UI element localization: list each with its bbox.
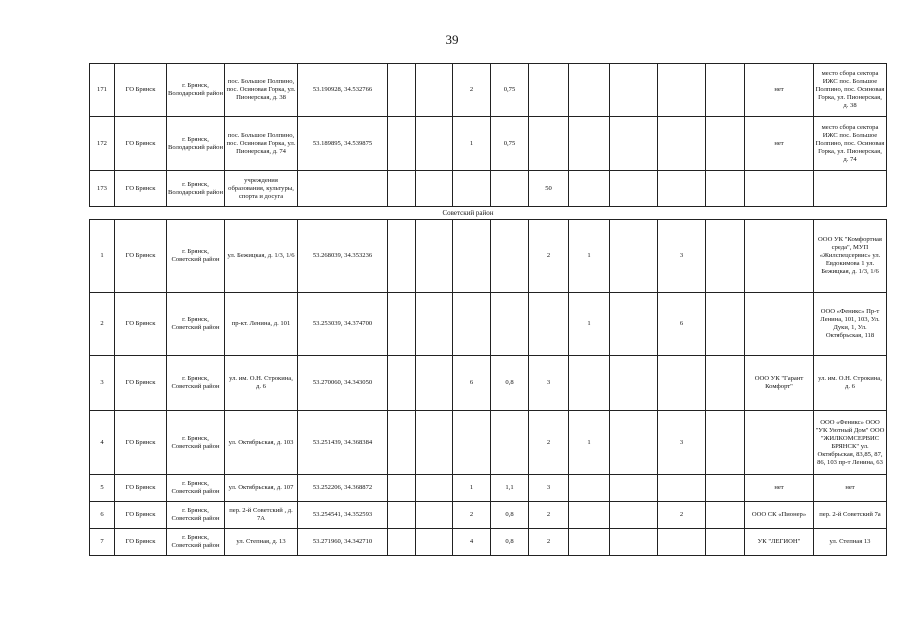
cell-container-volume: 0,8: [491, 356, 529, 411]
cell-col-f: [569, 356, 610, 411]
cell-organization: ГО Брянск: [115, 529, 167, 556]
cell-col-b: [416, 529, 453, 556]
cell-col-f: [569, 64, 610, 117]
cell-address: ул. им. О.Н. Строкина, д. 6: [225, 356, 298, 411]
cell-col-g: [610, 293, 658, 356]
cell-coordinates: 53.271960, 34.342710: [298, 529, 388, 556]
cell-col-f: [569, 529, 610, 556]
cell-col-b: [416, 356, 453, 411]
cell-col-a: [388, 411, 416, 475]
cell-col-g: [610, 356, 658, 411]
cell-row-number: 3: [90, 356, 115, 411]
cell-col-b: [416, 171, 453, 207]
cell-col-i: [706, 64, 745, 117]
cell-col-h: 2: [658, 502, 706, 529]
section-title: Советский район: [442, 209, 494, 217]
cell-col-b: [416, 64, 453, 117]
cell-note: ООО УК "Комфортная среда", МУП «Жилспецсервис» ул. Евдокимова 1 ул. Бежицкая, д. 1/3, 1/6: [814, 220, 887, 293]
cell-col-b: [416, 502, 453, 529]
cell-row-number: 7: [90, 529, 115, 556]
cell-operator: УК "ЛЕГИОН": [745, 529, 814, 556]
registry-table-sovetsky: [89, 219, 887, 556]
cell-col-h: [658, 475, 706, 502]
cell-district: г. Брянск, Советский район: [167, 411, 225, 475]
cell-col-f: 1: [569, 411, 610, 475]
cell-container-volume: 0,8: [491, 529, 529, 556]
cell-container-volume: 1,1: [491, 475, 529, 502]
table-row: [90, 475, 887, 502]
cell-col-g: [610, 220, 658, 293]
cell-address: пос. Большое Полпино, пос. Осиновая Горка, ул. Пионерская, д. 74: [225, 117, 298, 171]
cell-note: ул. Степная 13: [814, 529, 887, 556]
cell-organization: ГО Брянск: [115, 220, 167, 293]
cell-operator: [745, 411, 814, 475]
cell-operator: нет: [745, 117, 814, 171]
cell-row-number: 2: [90, 293, 115, 356]
cell-coordinates: 53.253039, 34.374700: [298, 293, 388, 356]
cell-coordinates: [298, 171, 388, 207]
cell-col-a: [388, 475, 416, 502]
cell-col-e: 2: [529, 502, 569, 529]
cell-note: [814, 171, 887, 207]
table-row: [90, 411, 887, 475]
table-row: [90, 171, 887, 207]
cell-organization: ГО Брянск: [115, 64, 167, 117]
cell-col-a: [388, 502, 416, 529]
cell-col-i: [706, 475, 745, 502]
cell-col-a: [388, 293, 416, 356]
cell-col-g: [610, 171, 658, 207]
cell-container-count: 1: [453, 475, 491, 502]
cell-address: пер. 2-й Советский , д. 7А: [225, 502, 298, 529]
cell-operator: нет: [745, 475, 814, 502]
cell-container-count: 1: [453, 117, 491, 171]
cell-district: г. Брянск, Володарский район: [167, 64, 225, 117]
cell-col-h: 6: [658, 293, 706, 356]
cell-col-g: [610, 411, 658, 475]
cell-note: место сбора сектора ИЖС пос. Большое Полпино, пос. Осиновая Горка, ул. Пионерская, д. 38: [814, 64, 887, 117]
cell-container-volume: 0,75: [491, 64, 529, 117]
cell-col-i: [706, 411, 745, 475]
cell-container-count: 2: [453, 502, 491, 529]
cell-container-volume: [491, 171, 529, 207]
cell-col-f: [569, 171, 610, 207]
cell-container-volume: 0,8: [491, 502, 529, 529]
table-row: [90, 293, 887, 356]
cell-container-count: [453, 171, 491, 207]
cell-organization: ГО Брянск: [115, 293, 167, 356]
cell-organization: ГО Брянск: [115, 502, 167, 529]
cell-col-i: [706, 356, 745, 411]
cell-container-volume: [491, 220, 529, 293]
cell-row-number: 4: [90, 411, 115, 475]
cell-col-a: [388, 529, 416, 556]
cell-col-b: [416, 117, 453, 171]
cell-container-count: 6: [453, 356, 491, 411]
cell-district: г. Брянск, Советский район: [167, 356, 225, 411]
cell-coordinates: 53.189895, 34.539875: [298, 117, 388, 171]
cell-col-b: [416, 220, 453, 293]
table-row: [90, 220, 887, 293]
cell-coordinates: 53.270060, 34.343050: [298, 356, 388, 411]
cell-col-b: [416, 411, 453, 475]
cell-coordinates: 53.252206, 34.368872: [298, 475, 388, 502]
cell-operator: [745, 171, 814, 207]
cell-col-i: [706, 171, 745, 207]
cell-col-b: [416, 475, 453, 502]
table-row: [90, 529, 887, 556]
cell-operator: ООО УК "Гарант Комфорт": [745, 356, 814, 411]
cell-organization: ГО Брянск: [115, 411, 167, 475]
cell-col-i: [706, 220, 745, 293]
cell-organization: ГО Брянск: [115, 171, 167, 207]
cell-note: пер. 2-й Советский 7а: [814, 502, 887, 529]
cell-col-g: [610, 117, 658, 171]
cell-row-number: 173: [90, 171, 115, 207]
table-row: [90, 502, 887, 529]
cell-address: пр-кт. Ленина, д. 101: [225, 293, 298, 356]
cell-district: г. Брянск, Советский район: [167, 220, 225, 293]
cell-district: г. Брянск, Советский район: [167, 293, 225, 356]
cell-district: г. Брянск, Советский район: [167, 502, 225, 529]
cell-container-count: 4: [453, 529, 491, 556]
table-row: [90, 356, 887, 411]
cell-note: ул. им. О.Н. Строкина, д. 6: [814, 356, 887, 411]
cell-col-i: [706, 529, 745, 556]
cell-col-g: [610, 64, 658, 117]
cell-container-count: [453, 293, 491, 356]
cell-coordinates: 53.190928, 34.532766: [298, 64, 388, 117]
cell-col-e: 3: [529, 356, 569, 411]
cell-col-a: [388, 171, 416, 207]
cell-col-h: 3: [658, 220, 706, 293]
cell-col-h: [658, 171, 706, 207]
cell-coordinates: 53.254541, 34.352593: [298, 502, 388, 529]
cell-row-number: 5: [90, 475, 115, 502]
cell-col-f: 1: [569, 220, 610, 293]
table-row: [90, 117, 887, 171]
cell-col-h: [658, 117, 706, 171]
cell-col-g: [610, 502, 658, 529]
cell-col-g: [610, 529, 658, 556]
cell-organization: ГО Брянск: [115, 475, 167, 502]
cell-col-e: 50: [529, 171, 569, 207]
cell-col-b: [416, 293, 453, 356]
cell-address: ул. Бежицкая, д. 1/3, 1/6: [225, 220, 298, 293]
cell-col-f: [569, 502, 610, 529]
cell-col-f: [569, 475, 610, 502]
cell-note: место сбора сектора ИЖС пос. Большое Полпино, пос. Осиновая Горка, ул. Пионерская, д. 74: [814, 117, 887, 171]
cell-organization: ГО Брянск: [115, 117, 167, 171]
cell-col-e: 2: [529, 411, 569, 475]
cell-row-number: 171: [90, 64, 115, 117]
cell-col-e: [529, 64, 569, 117]
cell-col-i: [706, 293, 745, 356]
cell-col-i: [706, 502, 745, 529]
cell-col-h: [658, 356, 706, 411]
cell-district: г. Брянск, Советский район: [167, 475, 225, 502]
cell-note: ООО «Феникс» Пр-т Ленина, 101, 103, Ул. Дуки, 1, Ул. Октябрьская, 118: [814, 293, 887, 356]
cell-col-a: [388, 220, 416, 293]
cell-coordinates: 53.268039, 34.353236: [298, 220, 388, 293]
cell-col-h: [658, 64, 706, 117]
cell-row-number: 1: [90, 220, 115, 293]
cell-container-volume: [491, 411, 529, 475]
cell-address: ул. Октябрьская, д. 103: [225, 411, 298, 475]
cell-col-h: 3: [658, 411, 706, 475]
cell-coordinates: 53.251439, 34.368384: [298, 411, 388, 475]
table-row: [90, 64, 887, 117]
cell-col-a: [388, 356, 416, 411]
cell-col-e: [529, 293, 569, 356]
cell-col-e: 3: [529, 475, 569, 502]
cell-district: г. Брянск, Володарский район: [167, 117, 225, 171]
cell-col-i: [706, 117, 745, 171]
cell-container-count: [453, 220, 491, 293]
cell-address: пос. Большое Полпино, пос. Осиновая Горка, ул. Пионерская, д. 38: [225, 64, 298, 117]
cell-district: г. Брянск, Володарский район: [167, 171, 225, 207]
cell-address: ул. Октябрьская, д. 107: [225, 475, 298, 502]
cell-col-h: [658, 529, 706, 556]
cell-note: нет: [814, 475, 887, 502]
cell-col-e: 2: [529, 220, 569, 293]
cell-note: ООО «Феникс» ООО "УК Уютный Дом" ООО "ЖИЛКОМСЕРВИС БРЯНСК" ул. Октябрьская, 83,85, 87, 86, 103 пр-т Ленина, 63: [814, 411, 887, 475]
cell-col-e: 2: [529, 529, 569, 556]
cell-col-g: [610, 475, 658, 502]
cell-address: ул. Степная, д. 13: [225, 529, 298, 556]
cell-district: г. Брянск, Советский район: [167, 529, 225, 556]
cell-operator: нет: [745, 64, 814, 117]
cell-col-a: [388, 117, 416, 171]
cell-operator: ООО СК «Пионер»: [745, 502, 814, 529]
cell-row-number: 6: [90, 502, 115, 529]
cell-col-f: 1: [569, 293, 610, 356]
cell-organization: ГО Брянск: [115, 356, 167, 411]
cell-row-number: 172: [90, 117, 115, 171]
cell-container-volume: 0,75: [491, 117, 529, 171]
cell-col-a: [388, 64, 416, 117]
cell-operator: [745, 293, 814, 356]
registry-table-volodarsky: [89, 63, 887, 207]
cell-address: учреждения образования, культуры, спорта и досуга: [225, 171, 298, 207]
cell-col-e: [529, 117, 569, 171]
page-number: 39: [445, 32, 459, 47]
cell-container-volume: [491, 293, 529, 356]
cell-container-count: [453, 411, 491, 475]
cell-col-f: [569, 117, 610, 171]
cell-container-count: 2: [453, 64, 491, 117]
cell-operator: [745, 220, 814, 293]
